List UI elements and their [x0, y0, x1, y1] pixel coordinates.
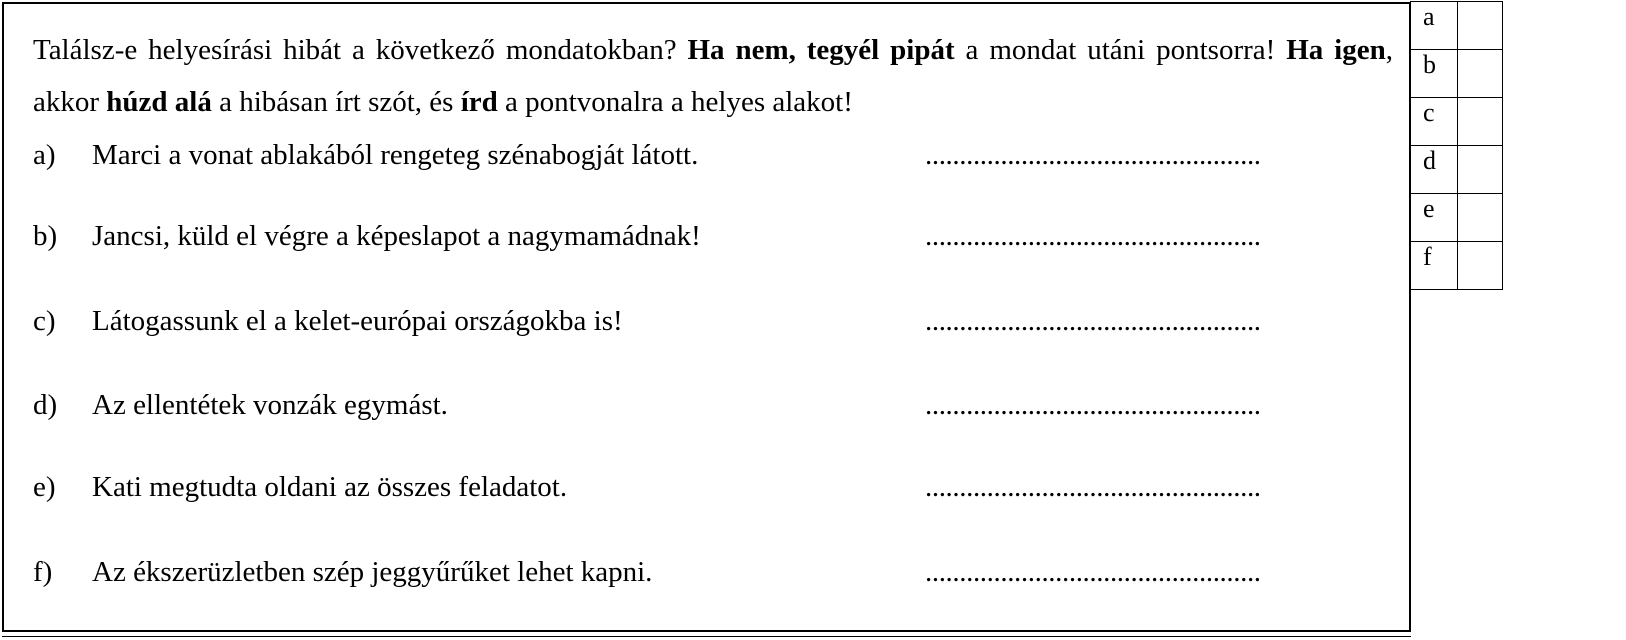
- instruction-bold-2: Ha igen: [1286, 34, 1386, 66]
- instruction-text-2: a mondat utáni pontsorra!: [954, 34, 1287, 66]
- instruction-bold-3: húzd alá: [106, 86, 212, 118]
- score-label: e: [1411, 194, 1458, 242]
- sentence-item-d: [33, 385, 1393, 425]
- score-row-c: [1411, 98, 1503, 146]
- instruction-bold-1: Ha nem, tegyél pipát: [687, 34, 955, 66]
- score-box[interactable]: [1458, 242, 1503, 290]
- score-box[interactable]: [1458, 2, 1503, 50]
- instruction-bold-4: írd: [460, 86, 498, 118]
- sentence-item-b: [33, 216, 1393, 256]
- sentence-item-a: [33, 135, 1393, 175]
- score-label: a: [1411, 2, 1458, 50]
- item-sentence: Jancsi, küld el végre a képeslapot a nagymamádnak!: [92, 220, 701, 252]
- task-instruction: [33, 24, 1393, 128]
- item-letter: a): [33, 139, 56, 171]
- score-row-f: [1411, 242, 1503, 290]
- item-sentence: Az ellentétek vonzák egymást.: [92, 389, 448, 421]
- sentence-item-e: [33, 467, 1393, 507]
- item-letter: d): [33, 389, 58, 421]
- answer-dotted-line[interactable]: .................................................: [925, 556, 1261, 588]
- instruction-text-1: Találsz-e helyesírási hibát a következő mondatokban?: [33, 34, 688, 66]
- instruction-text-5: a pontvonalra a helyes alakot!: [497, 86, 853, 118]
- score-box[interactable]: [1458, 50, 1503, 98]
- item-sentence: Az ékszerüzletben szép jeggyűrűket lehet kapni.: [92, 556, 653, 588]
- score-label: b: [1411, 50, 1458, 98]
- score-row-e: [1411, 194, 1503, 242]
- answer-dotted-line[interactable]: .................................................: [925, 305, 1261, 337]
- score-box[interactable]: [1458, 98, 1503, 146]
- score-label: d: [1411, 146, 1458, 194]
- score-box[interactable]: [1458, 194, 1503, 242]
- answer-dotted-line[interactable]: .................................................: [925, 389, 1261, 421]
- item-sentence: Látogassunk el a kelet-európai országokba is!: [92, 305, 623, 337]
- score-row-b: [1411, 50, 1503, 98]
- answer-dotted-line[interactable]: .................................................: [925, 471, 1261, 503]
- score-row-a: [1411, 2, 1503, 50]
- item-letter: b): [33, 220, 58, 252]
- score-label: c: [1411, 98, 1458, 146]
- item-letter: f): [33, 556, 53, 588]
- item-sentence: Kati megtudta oldani az összes feladatot.: [92, 471, 568, 503]
- instruction-text-3: , akkor: [33, 34, 1393, 118]
- score-label: f: [1411, 242, 1458, 290]
- item-letter: e): [33, 471, 56, 503]
- score-table: [1410, 1, 1503, 290]
- answer-dotted-line[interactable]: .................................................: [925, 139, 1261, 171]
- page-divider: [2, 636, 1411, 637]
- item-sentence: Marci a vonat ablakából rengeteg szénabogját látott.: [92, 139, 699, 171]
- sentence-item-f: [33, 552, 1393, 592]
- sentence-item-c: [33, 301, 1393, 341]
- score-row-d: [1411, 146, 1503, 194]
- item-letter: c): [33, 305, 56, 337]
- instruction-text-4: a hibásan írt szót, és: [211, 86, 461, 118]
- answer-dotted-line[interactable]: .................................................: [925, 220, 1261, 252]
- score-box[interactable]: [1458, 146, 1503, 194]
